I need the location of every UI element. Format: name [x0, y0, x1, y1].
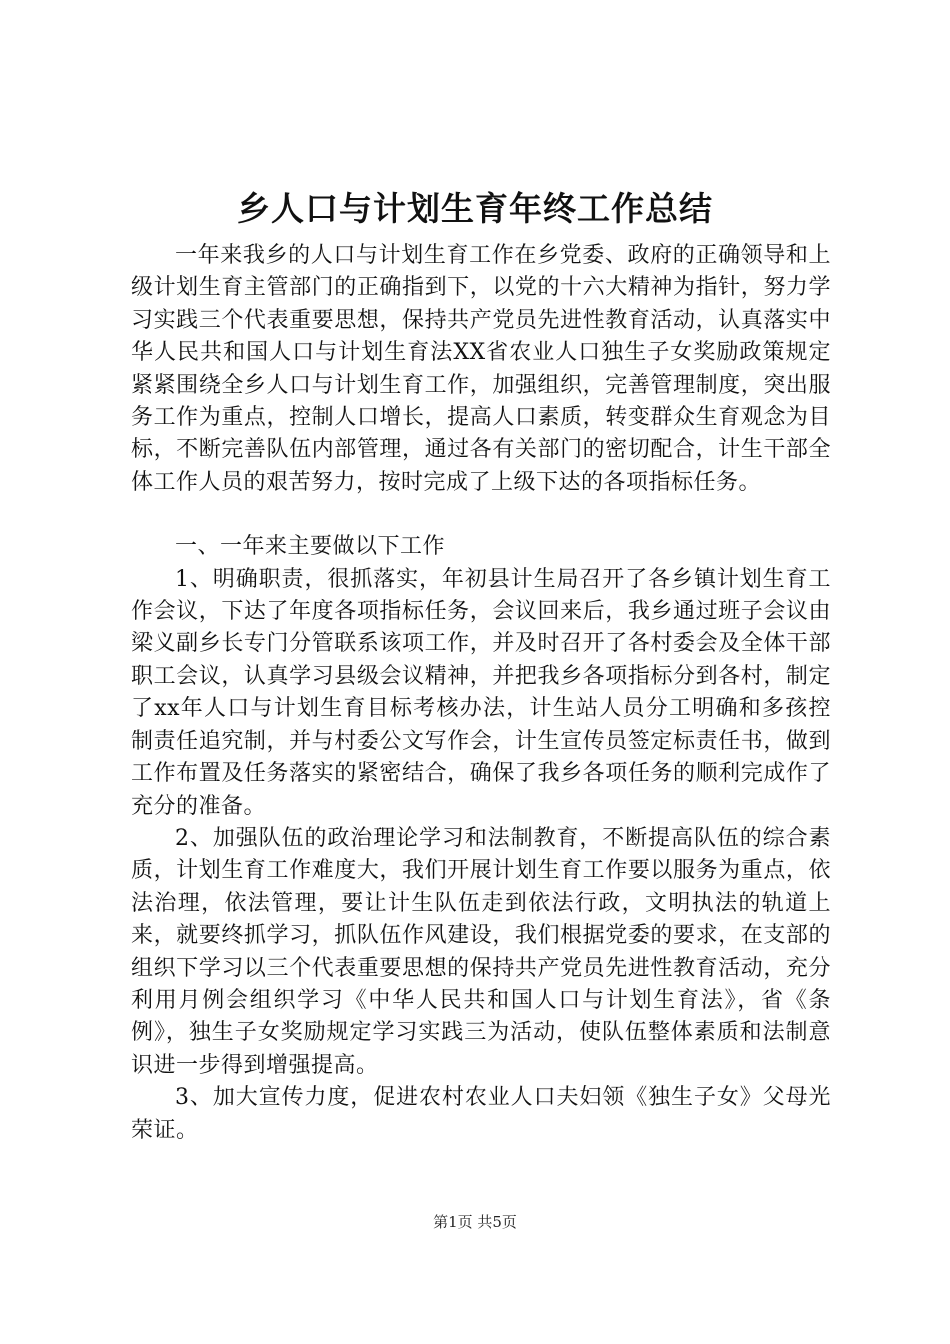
document-body	[131, 240, 831, 1147]
intro-paragraph: 一年来我乡的人口与计划生育工作在乡党委、政府的正确领导和上级计划生育主管部门的正确指到下，以党的十六大精神为指针，努力学习实践三个代表重要思想，保持共产党员先进性教育活动，认真落实中华人民共和国人口与计划生育法XX省农业人口独生子女奖励政策规定紧紧围绕全乡人口与计划生育工作，加强组织，完善管理制度，突出服务工作为重点，控制人口增长，提高人口素质，转变群众生育观念为目标，不断完善队伍内部管理，通过各有关部门的密切配合，计生干部全体工作人员的艰苦努力，按时完成了上级下达的各项指标任务。	[131, 243, 831, 495]
section-heading: 一、一年来主要做以下工作	[175, 534, 446, 560]
item-2-paragraph: 2、加强队伍的政治理论学习和法制教育，不断提高队伍的综合素质，计划生育工作难度大，我们开展计划生育工作要以服务为重点，依法治理，依法管理，要让计生队伍走到依法行政，文明执法的轨道上来，就要终抓学习，抓队伍作风建设，我们根据党委的要求，在支部的组织下学习以三个代表重要思想的保持共产党员先进性教育活动，充分利用月例会组织学习《中华人民共和国人口与计划生育法》，省《条例》，独生子女奖励规定学习实践三为活动，使队伍整体素质和法制意识进一步得到增强提高。	[131, 825, 831, 1078]
paragraph-spacer	[131, 499, 831, 531]
item-1-paragraph: 1、明确职责，很抓落实，年初县计生局召开了各乡镇计划生育工作会议，下达了年度各项指标任务，会议回来后，我乡通过班子会议由梁义副乡长专门分管联系该项工作，并及时召开了各村委会及全体干部职工会议，认真学习县级会议精神，并把我乡各项指标分到各村，制定了xx年人口与计划生育目标考核办法，计生站人员分工明确和多孩控制责任追究制，并与村委公文写作会，计生宣传员签定标责任书，做到工作布置及任务落实的紧密结合，确保了我乡各项任务的顺利完成作了充分的准备。	[131, 566, 831, 819]
page-footer: 第1页 共5页	[433, 1213, 517, 1231]
document-title: 乡人口与计划生育年终工作总结	[237, 189, 713, 228]
item-3-paragraph: 3、加大宣传力度，促进农村农业人口夫妇领《独生子女》父母光荣证。	[131, 1085, 831, 1143]
